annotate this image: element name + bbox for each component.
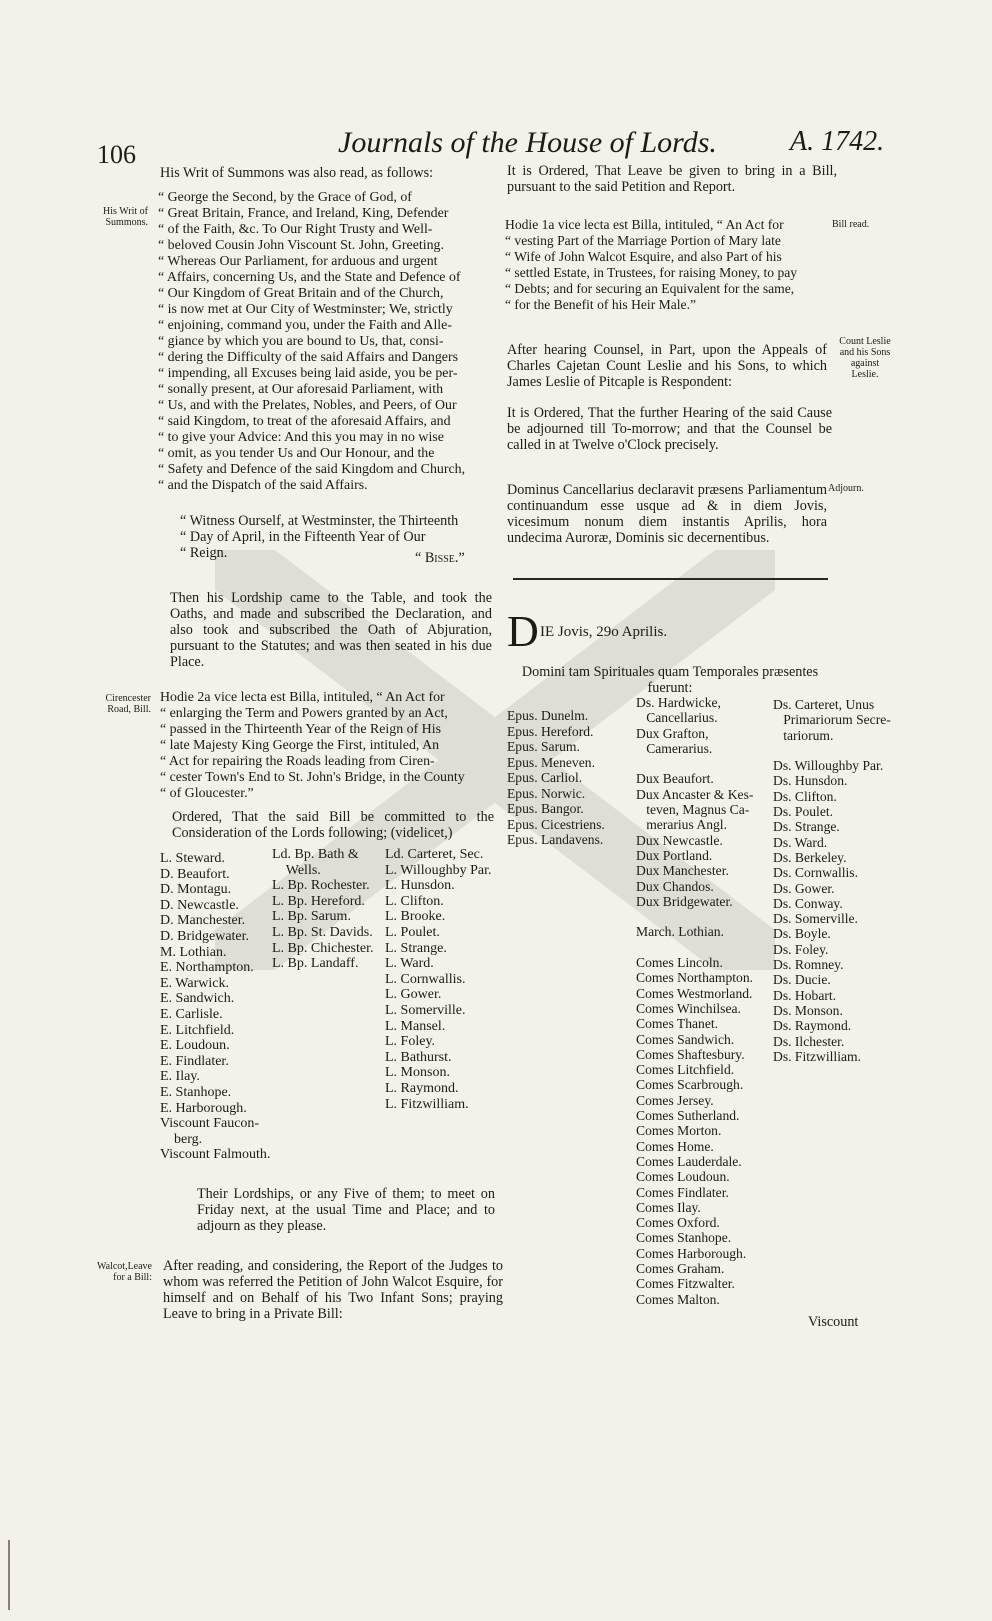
leslie-hearing: After hearing Counsel, in Part, upon the Appeals of Charles Cajetan Count Leslie and his Sons, to which James Leslie of Pitcaple is Respondent: xyxy=(507,342,827,390)
page-number: 106 xyxy=(97,140,136,169)
cirencester-bill: Hodie 2a vice lecta est Billa, intituled, “ An Act for “ enlarging the Term and Powers granted by an Act, “ passed in the Thirteenth Year of the Reign of His “ late Majesty King George the First, intituled, An “ Act for repairing the Roads leading from Ciren- “ cester Town's End to St. John's Bridge, in the County “ of Gloucester.” xyxy=(160,690,465,801)
witness-clause: “ Witness Ourself, at Westminster, the Thirteenth “ Day of April, in the Fifteenth Year of Our “ Reign. xyxy=(180,513,459,561)
catchword: Viscount xyxy=(808,1314,859,1330)
margin-note-leslie: Count Leslie and his Sons against Leslie. xyxy=(839,336,891,380)
year-heading: A. 1742. xyxy=(790,126,885,157)
domini-heading: Domini tam Spirituales quam Temporales præsentes fuerunt: xyxy=(521,664,819,696)
present-col-2: Ds. Hardwicke, Cancellarius. Dux Grafton, Camerarius. Dux Beaufort. Dux Ancaster & Kes- teven, Magnus Ca- merarius Angl. Dux Newcastle. Dux Portland. Dux Manchester. Dux Chandos. Dux Bridgewater. March. Lothian. Comes Lincoln. Comes Northampton. Comes Westmorland. Comes Winchilsea. Comes Thanet. Comes Sandwich. Comes Shaftesbury. Comes Litchfield. Comes Scarbrough. Comes Jersey. Comes Sutherland. Comes Morton. Comes Home. Comes Lauderdale. Comes Loudoun. Comes Findlater. Comes Ilay. Comes Oxford. Comes Stanhope. Comes Harborough. Comes Graham. Comes Fitzwalter. Comes Malton. xyxy=(636,695,754,1307)
bottom-margin-mark xyxy=(8,1540,10,1610)
margin-note-cirencester: Cirencester Road, Bill. xyxy=(105,693,151,715)
writ-body: “ George the Second, by the Grace of God, of “ Great Britain, France, and Ireland, King, Defender “ of the Faith, &c. To Our Right Trusty and Well- “ beloved Cousin John Viscount St. John, Greeting. “ Whereas Our Parliament, for arduous and urgent “ Affairs, concerning Us, and the State and Defence of “ Our Kingdom of Great Britain and of the Church, “ is now met at Our City of Westminster; We, strictly “ enjoining, command you, under the Faith and Alle- “ giance by which you are bound to Us, that, consi- “ dering the Difficulty of the said Affairs and Dangers “ impending, all Excuses being laid aside, you be per- “ sonally present, at Our aforesaid Parliament, with “ Us, and with the Prelates, Nobles, and Peers, of Our “ said Kingdom, to treat of the aforesaid Affairs, and “ to give your Advice: And this you may in no wise “ omit, as you tender Us and Our Honour, and the “ Safety and Defence of the said Kingdom and Church, “ and the Dispatch of the said Affairs. xyxy=(158,190,466,493)
margin-note-adjourn: Adjourn. xyxy=(828,483,864,494)
writ-intro: His Writ of Summons was also read, as follows: xyxy=(160,165,434,181)
present-spiritual: Epus. Dunelm. Epus. Hereford. Epus. Sarum. Epus. Meneven. Epus. Carliol. Epus. Norwic. Epus. Bangor. Epus. Cicestriens. Epus. Landavens. xyxy=(507,708,605,847)
margin-note-bill-read: Bill read. xyxy=(832,219,870,230)
five-of-them: Their Lordships, or any Five of them; to meet on Friday next, at the usual Time and Place; and to adjourn as they please. xyxy=(197,1186,495,1234)
committee-col-1: L. Steward. D. Beaufort. D. Montagu. D. Newcastle. D. Manchester. D. Bridgewater. M. Lothian. E. Northampton. E. Warwick. E. Sandwich. E. Carlisle. E. Litchfield. E. Loudoun. E. Findlater. E. Ilay. E. Stanhope. E. Harborough. Viscount Faucon- berg. Viscount Falmouth. xyxy=(160,851,271,1163)
leslie-ordered: It is Ordered, That the further Hearing of the said Cause be adjourned till To-morrow; and that the Counsel be called in at Twelve o'Clock precisely. xyxy=(507,405,832,453)
margin-note-walcot: Walcot,Leave for a Bill: xyxy=(97,1261,152,1283)
section-rule xyxy=(513,578,828,580)
ordered-committee: Ordered, That the said Bill be committed to the Consideration of the Lords following; (videlicet,) xyxy=(172,809,494,841)
leave-ordered: It is Ordered, That Leave be given to bring in a Bill, pursuant to the said Petition and Report. xyxy=(507,163,837,195)
die-heading: IE Jovis, 29o Aprilis. xyxy=(540,624,668,640)
running-title: Journals of the House of Lords. xyxy=(338,126,717,159)
committee-col-2: Ld. Bp. Bath & Wells. L. Bp. Rochester. L. Bp. Hereford. L. Bp. Sarum. L. Bp. St. Davids. L. Bp. Chichester. L. Bp. Landaff. xyxy=(272,847,374,972)
committee-col-3: Ld. Carteret, Sec. L. Willoughby Par. L. Hunsdon. L. Clifton. L. Brooke. L. Poulet. L. Strange. L. Ward. L. Cornwallis. L. Gower. L. Somerville. L. Mansel. L. Foley. L. Bathurst. L. Monson. L. Raymond. L. Fitzwilliam. xyxy=(385,847,492,1112)
signature-bisse: “ Bisse.” xyxy=(415,550,465,566)
walcot-report: After reading, and considering, the Report of the Judges to whom was referred the Petition of John Walcot Esquire, for himself and on Behalf of his Two Infant Sons; praying Leave to bring in a Private Bill: xyxy=(163,1258,503,1322)
die-initial: D xyxy=(507,607,539,656)
oaths-paragraph: Then his Lordship came to the Table, and took the Oaths, and made and subscribed the Declaration, and also took and subscribed the Oath of Abjuration, pursuant to the Statutes; and was then seated in his due Place. xyxy=(170,590,492,670)
adjourn-text: Dominus Cancellarius declaravit præsens Parliamentum continuandum esse usque ad & in diem Jovis, vicesimum nonum diem instantis Aprilis, hora undecima Auroræ, Dominis sic decernentibus. xyxy=(507,482,827,546)
walcot-bill: Hodie 1a vice lecta est Billa, intituled, “ An Act for “ vesting Part of the Marriage Portion of Mary late “ Wife of John Walcot Esquire, and also Part of his “ settled Estate, in Trustees, for raising Money, to pay “ Debts; and for securing an Equivalent for the same, “ for the Benefit of his Heir Male.” xyxy=(505,217,798,312)
present-col-3: Ds. Carteret, Unus Primariorum Secre- tariorum. Ds. Willoughby Par. Ds. Hunsdon. Ds. Clifton. Ds. Poulet. Ds. Strange. Ds. Ward. Ds. Berkeley. Ds. Cornwallis. Ds. Gower. Ds. Conway. Ds. Somerville. Ds. Boyle. Ds. Foley. Ds. Romney. Ds. Ducie. Ds. Hobart. Ds. Monson. Ds. Raymond. Ds. Ilchester. Ds. Fitzwilliam. xyxy=(773,697,891,1064)
margin-note-writ: His Writ of Summons. xyxy=(103,206,148,228)
